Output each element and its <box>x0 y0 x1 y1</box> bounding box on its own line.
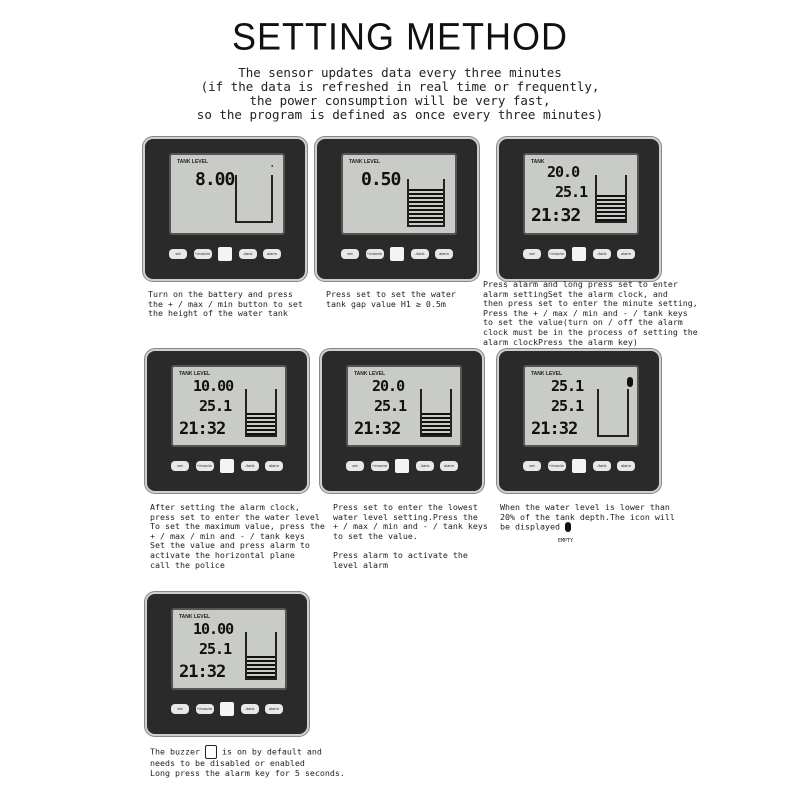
lcd-reading: 20.0 <box>547 163 580 181</box>
button-row <box>169 247 281 261</box>
center-button[interactable] <box>218 247 232 261</box>
lcd-time: 21:32 <box>179 662 226 682</box>
caption-text: be displayed <box>500 521 560 532</box>
alarm-button[interactable]: alarm <box>265 704 283 714</box>
max-min-button[interactable]: +/max/m <box>366 249 384 259</box>
empty-icon <box>565 522 571 532</box>
caption-line: then press set to enter the minute setting, <box>483 298 698 309</box>
caption-line: needs to be disabled or enabled <box>150 758 305 768</box>
device-step-1 <box>143 137 307 281</box>
lcd-temperature: 25.1 <box>199 640 232 658</box>
tank-button[interactable]: -/tank <box>239 249 257 259</box>
center-button[interactable] <box>220 702 234 716</box>
center-button[interactable] <box>220 459 234 473</box>
device-step-3 <box>497 137 661 281</box>
device-step-4 <box>145 349 309 493</box>
tank-button[interactable]: -/tank <box>416 461 434 471</box>
button-row <box>171 459 283 473</box>
tank-graphic <box>245 389 277 437</box>
lcd-label: TANK <box>531 159 545 165</box>
center-button[interactable] <box>572 459 586 473</box>
water-level <box>422 413 450 435</box>
tank-button[interactable]: -/tank <box>241 704 259 714</box>
center-button[interactable] <box>572 247 586 261</box>
caption-line: the + / max / min button to set <box>148 298 303 309</box>
intro-text <box>150 66 650 122</box>
tank-graphic <box>420 389 452 437</box>
lcd-time: 21:32 <box>354 419 401 439</box>
lcd-time: 21:32 <box>531 205 581 226</box>
alarm-button[interactable]: alarm <box>265 461 283 471</box>
alarm-button[interactable]: alarm <box>440 461 458 471</box>
caption-line: water level setting.Press the <box>333 511 478 522</box>
max-min-button[interactable]: +/max/m <box>194 249 212 259</box>
caption-line: After setting the alarm clock, <box>150 502 300 512</box>
intro-line: The sensor updates data every three minutes <box>238 65 562 80</box>
empty-icon-label: EMPTY <box>558 538 574 544</box>
caption-line: 20% of the tank depth.The icon will <box>500 511 675 522</box>
set-button[interactable]: set <box>169 249 187 259</box>
caption-line: Press set to enter the lowest <box>333 502 478 512</box>
water-level <box>247 656 275 678</box>
lcd-label: TANK LEVEL <box>179 371 211 377</box>
lcd-temperature: 25.1 <box>374 397 407 415</box>
empty-icon <box>627 377 633 387</box>
max-min-button[interactable]: +/max/m <box>371 461 389 471</box>
water-level <box>409 189 443 225</box>
caption-line: Set the value and press alarm to <box>150 540 310 551</box>
tank-button[interactable]: -/tank <box>593 249 611 259</box>
caption-step-4 <box>150 503 325 570</box>
lcd-screen <box>346 365 462 447</box>
caption-line <box>150 745 345 759</box>
caption-line: to set the value. <box>333 530 418 541</box>
caption-line: When the water level is lower than <box>500 502 670 512</box>
intro-line: the power consumption will be very fast, <box>249 93 551 108</box>
device-step-7 <box>145 592 309 736</box>
caption-line: activate the horizontal plane <box>150 549 295 560</box>
lcd-reading: 20.0 <box>372 377 405 395</box>
tank-graphic <box>245 632 277 680</box>
max-min-button[interactable]: +/max/m <box>548 249 566 259</box>
lcd-screen <box>169 153 285 235</box>
caption-line: Press alarm to activate the <box>333 549 468 560</box>
center-button[interactable] <box>390 247 404 261</box>
device-step-5 <box>320 349 484 493</box>
device-step-2 <box>315 137 479 281</box>
button-row <box>171 702 283 716</box>
water-level <box>597 195 625 221</box>
caption-line: Press the + / max / min and - / tank keys <box>483 307 688 318</box>
tank-button[interactable]: -/tank <box>411 249 429 259</box>
set-button[interactable]: set <box>171 461 189 471</box>
caption-text: is on by default and <box>221 746 322 757</box>
set-button[interactable]: set <box>523 249 541 259</box>
max-min-button[interactable]: +/max/m <box>548 461 566 471</box>
caption-line <box>500 522 675 532</box>
tank-graphic <box>595 175 627 223</box>
set-button[interactable]: set <box>171 704 189 714</box>
caption-line: Press set to set the water <box>326 289 456 299</box>
button-row <box>523 247 635 261</box>
device-step-6 <box>497 349 661 493</box>
caption-line: call the police <box>150 559 225 570</box>
lcd-label: TANK LEVEL <box>531 371 563 377</box>
lcd-temperature: 25.1 <box>551 397 584 415</box>
tank-button[interactable]: -/tank <box>593 461 611 471</box>
lcd-reading: 25.1 <box>551 377 584 395</box>
alarm-button[interactable]: alarm <box>263 249 281 259</box>
caption-step-2 <box>326 290 456 309</box>
caption-line: Long press the alarm key for 5 seconds. <box>150 767 345 778</box>
button-row <box>346 459 458 473</box>
tank-graphic <box>597 389 629 437</box>
lcd-time: 21:32 <box>531 419 578 439</box>
caption-step-1 <box>148 290 303 319</box>
caption-line: + / max / min and - / tank keys <box>150 530 305 541</box>
caption-line: press set to enter the water level <box>150 511 320 522</box>
lcd-screen <box>523 153 639 235</box>
lcd-screen <box>171 608 287 690</box>
caption-line: To set the maximum value, press the <box>150 521 325 532</box>
max-min-button[interactable]: +/max/m <box>196 461 214 471</box>
lcd-temperature: 25.1 <box>555 183 588 201</box>
lcd-reading: 10.00 <box>193 620 234 638</box>
button-row <box>523 459 635 473</box>
caption-line: level alarm <box>333 559 388 570</box>
caption-line: clock must be in the process of setting the <box>483 326 698 337</box>
center-button[interactable] <box>395 459 409 473</box>
caption-line: Press alarm and long press set to enter <box>483 279 678 289</box>
lcd-time: 21:32 <box>179 419 226 439</box>
lcd-screen <box>341 153 457 235</box>
caption-step-7 <box>150 745 345 778</box>
set-button[interactable]: set <box>341 249 359 259</box>
tank-button[interactable]: -/tank <box>241 461 259 471</box>
lcd-screen <box>523 365 639 447</box>
water-level <box>247 413 275 435</box>
lcd-label: TANK LEVEL <box>349 159 381 165</box>
tank-scale: ● <box>271 163 274 168</box>
lcd-temperature: 25.1 <box>199 397 232 415</box>
caption-line: the height of the water tank <box>148 308 288 319</box>
intro-line: (if the data is refreshed in real time or frequently, <box>200 79 600 94</box>
lcd-label: TANK LEVEL <box>177 159 209 165</box>
button-row <box>341 247 453 261</box>
caption-step-3 <box>483 280 698 347</box>
lcd-label: TANK LEVEL <box>354 371 386 377</box>
buzzer-icon <box>205 745 217 759</box>
lcd-screen <box>171 365 287 447</box>
caption-step-5 <box>333 503 488 570</box>
lcd-label: TANK LEVEL <box>179 614 211 620</box>
caption-line: Turn on the battery and press <box>148 289 293 299</box>
set-button[interactable]: set <box>346 461 364 471</box>
intro-line: so the program is defined as once every three minutes) <box>196 107 604 122</box>
max-min-button[interactable]: +/max/m <box>196 704 214 714</box>
alarm-button[interactable]: alarm <box>435 249 453 259</box>
tank-graphic <box>407 179 445 227</box>
caption-text: The buzzer <box>150 746 200 757</box>
lcd-reading: 0.50 <box>361 169 401 190</box>
page-title: SETTING METHOD <box>232 14 568 58</box>
caption-step-6 <box>500 503 675 532</box>
lcd-reading: 10.00 <box>193 377 234 395</box>
set-button[interactable]: set <box>523 461 541 471</box>
alarm-button[interactable]: alarm <box>617 249 635 259</box>
caption-line: alarm settingSet the alarm clock, and <box>483 288 668 299</box>
tank-graphic <box>235 175 273 223</box>
lcd-reading: 8.00 <box>195 169 235 190</box>
caption-line: alarm clockPress the alarm key) <box>483 336 638 347</box>
caption-line: tank gap value H1 ≥ 0.5m <box>326 298 446 309</box>
caption-line: to set the value(turn on / off the alarm <box>483 317 683 328</box>
alarm-button[interactable]: alarm <box>617 461 635 471</box>
caption-line: + / max / min and - / tank keys <box>333 521 488 532</box>
